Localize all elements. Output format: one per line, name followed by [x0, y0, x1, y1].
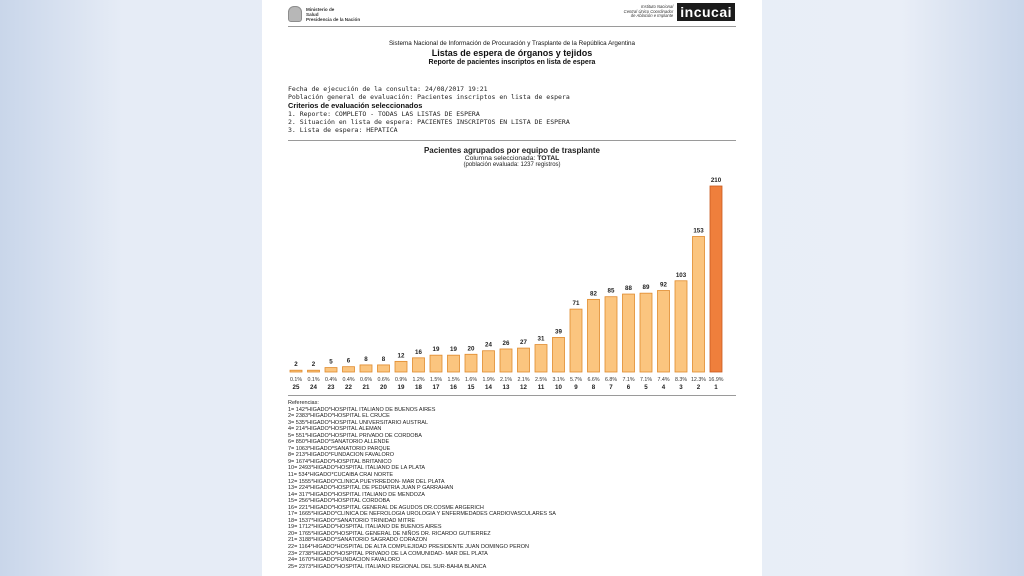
criterion-1: 1. Reporte: COMPLETO - TODAS LAS LISTAS DE ESPERA [288, 109, 480, 118]
bar-percent-label: 7.1% [639, 377, 653, 383]
x-tick-label: 21 [362, 384, 370, 391]
bar-percent-label: 7.4% [657, 377, 670, 383]
evaluation-population: Población general de evaluación: Pacientes inscriptos en lista de espera [288, 93, 570, 102]
x-tick-label: 13 [502, 384, 510, 391]
chart-title: Pacientes agrupados por equipo de trasplante [423, 146, 601, 155]
bar-value-label: 31 [537, 335, 545, 343]
x-tick-label: 18 [415, 384, 422, 391]
bar-value-label: 82 [590, 290, 597, 298]
reference-item: 12= 1555*HIGADO*CLINICA PUEYRREDON- MAR DEL PLATA [288, 478, 445, 485]
bar-percent-label: 0.1% [289, 377, 303, 383]
reference-item: 23= 2738*HIGADO*HOSPITAL PRIVADO DE LA COMUNIDAD- MAR DEL PLATA [288, 550, 488, 557]
bar-percent-label: 1.2% [412, 377, 425, 383]
chart-population-note: (población evaluada: 1237 registros) [463, 162, 561, 168]
bar [535, 345, 547, 372]
reference-item: 14= 317*HIGADO*HOSPITAL ITALIANO DE MENDOZA [288, 491, 425, 498]
ministry-name: Ministerio de Salud Presidencia de la Nación [306, 6, 361, 22]
bar-value-label: 27 [520, 339, 527, 347]
bar [693, 236, 705, 372]
x-tick-label: 3 [679, 384, 683, 391]
bar [465, 354, 477, 372]
reference-item: 24= 1670*HIGADO*FUNDACION FAVALORO [288, 557, 401, 564]
reference-item: 2= 2383*HIGADO*HOSPITAL EL CRUCE [288, 413, 390, 420]
bar-percent-label: 6.6% [587, 377, 600, 383]
x-tick-label: 5 [644, 384, 648, 391]
reference-item: 13= 224*HIGADO*HOSPITAL DE PEDIATRIA JUAN P GARRAHAN [288, 485, 454, 492]
reference-item: 10= 2493*HIGADO*HOSPITAL ITALIANO DE LA PLATA [288, 465, 426, 472]
system-title: Sistema Nacional de Información de Procuración y Trasplante de la República Argentina [388, 40, 636, 47]
criteria-title: Criterios de evaluación seleccionados [288, 100, 423, 110]
reference-item: 20= 1765*HIGADO*HOSPITAL GENERAL DE NIÑOS DR. RICARDO GUTIERREZ [288, 530, 491, 537]
bar-value-label: 210 [710, 177, 722, 184]
reference-item: 18= 1537*HIGADO*SANATORIO TRINIDAD MITRE [288, 517, 415, 524]
bar [605, 297, 617, 372]
bar [343, 367, 355, 372]
bar [448, 355, 460, 372]
bar-value-label: 19 [432, 346, 440, 354]
bar-value-label: 6 [346, 357, 351, 365]
bar [640, 293, 652, 372]
incucai-logo: incucai [677, 3, 735, 21]
reference-item: 5= 551*HIGADO*HOSPITAL PRIVADO DE CORDOBA [288, 432, 422, 439]
chart-column-line: Columna seleccionada: TOTAL [464, 155, 560, 162]
x-tick-label: 20 [380, 384, 387, 391]
bar [290, 370, 302, 372]
bar-value-label: 103 [675, 271, 687, 279]
report-page [262, 0, 762, 576]
x-tick-label: 16 [450, 384, 457, 391]
bar-value-label: 24 [485, 341, 492, 349]
x-tick-label: 1 [714, 384, 718, 391]
x-tick-label: 22 [345, 384, 352, 391]
bar-value-label: 2 [311, 361, 316, 369]
bar [570, 309, 582, 372]
bar-value-label: 16 [415, 348, 422, 356]
x-tick-label: 25 [292, 384, 300, 391]
bar-percent-label: 8.3% [674, 377, 688, 383]
bar [553, 337, 565, 372]
reference-item: 7= 1063*HIGADO*SANATORIO PARQUE [288, 445, 391, 452]
bar [360, 365, 372, 372]
reference-item: 16= 221*HIGADO*HOSPITAL GENERAL DE AGUDOS DR.COSME ARGERICH [288, 504, 484, 511]
bar-value-label: 8 [364, 355, 368, 363]
bar-percent-label: 1.5% [429, 377, 443, 383]
bar-value-label: 92 [660, 281, 667, 289]
bar-value-label: 89 [642, 284, 650, 292]
criterion-2: 2. Situación en lista de espera: PACIENTES INSCRIPTOS EN LISTA DE ESPERA [288, 118, 570, 127]
bar-percent-label: 0.6% [377, 377, 390, 383]
reference-item: 17= 1665*HIGADO*CLINICA DE NEFROLOGIA UROLOGIA Y ENFERMEDADES CARDIOVASCULARES SA [288, 511, 556, 518]
bar [518, 348, 530, 372]
bar-value-label: 88 [625, 285, 632, 293]
bar-percent-label: 2.5% [534, 377, 548, 383]
bar [308, 370, 320, 372]
x-tick-label: 24 [310, 384, 317, 391]
chart-divider [288, 395, 736, 396]
bar-percent-label: 7.1% [622, 377, 635, 383]
institute-name: Instituto Nacional Central Único Coordinador de Ablación e Implante [623, 3, 674, 19]
report-main-title: Listas de espera de órganos y tejidos [431, 48, 593, 58]
bar-percent-label: 2.1% [517, 377, 530, 383]
bar-percent-label: 6.8% [604, 377, 618, 383]
bar-value-label: 85 [607, 287, 615, 295]
bar [395, 361, 407, 372]
reference-item: 9= 1674*HIGADO*HOSPITAL BRITANICO [288, 458, 392, 465]
reference-item: 6= 850*HIGADO*SANATORIO ALLENDE [288, 439, 390, 446]
bar [483, 351, 495, 372]
bar-percent-label: 2.1% [499, 377, 513, 383]
bar-percent-label: 1.6% [464, 377, 478, 383]
reference-item: 25= 2373*HIGADO*HOSPITAL ITALIANO REGIONAL DEL SUR-BAHIA BLANCA [288, 563, 487, 570]
bar-percent-label: 5.7% [569, 377, 583, 383]
bar-percent-label: 1.5% [447, 377, 460, 383]
x-tick-label: 11 [537, 384, 545, 391]
bar-value-label: 5 [329, 358, 333, 366]
bar-percent-label: 3.1% [552, 377, 565, 383]
reference-item: 19= 1712*HIGADO*HOSPITAL ITALIANO DE BUENOS AIRES [288, 524, 442, 531]
bar [588, 299, 600, 372]
chart-column-value: TOTAL [537, 155, 560, 162]
reference-item: 1= 142*HIGADO*HOSPITAL ITALIANO DE BUENOS AIRES [288, 406, 436, 413]
x-tick-label: 15 [467, 384, 475, 391]
bar [430, 355, 442, 372]
bar-percent-label: 0.1% [307, 377, 320, 383]
x-tick-label: 6 [626, 384, 631, 391]
bar-value-label: 39 [555, 328, 562, 336]
x-tick-label: 23 [327, 384, 335, 391]
query-date: Fecha de ejecución de la consulta: 24/08/2017 19:21 [288, 85, 488, 93]
bar-percent-label: 0.4% [342, 377, 355, 383]
x-tick-label: 9 [574, 384, 578, 391]
bar-percent-label: 1.9% [482, 377, 495, 383]
x-tick-label: 12 [520, 384, 527, 391]
bar-chart [262, 0, 762, 400]
reference-item: 3= 535*HIGADO*HOSPITAL UNIVERSITARIO AUSTRAL [288, 419, 429, 426]
x-tick-label: 14 [485, 384, 492, 391]
bar-value-label: 2 [294, 361, 298, 369]
reference-item: 4= 214*HIGADO*HOSPITAL ALEMAN [288, 426, 382, 433]
bar-value-label: 26 [502, 339, 510, 347]
bar-percent-label: 0.6% [359, 377, 373, 383]
x-tick-label: 17 [432, 384, 440, 391]
bar-percent-label: 16.9% [708, 377, 724, 383]
bar [325, 368, 337, 372]
bar [710, 186, 722, 372]
bar-value-label: 12 [397, 352, 405, 360]
bar [658, 291, 670, 372]
reference-item: 15= 256*HIGADO*HOSPITAL CORDOBA [288, 498, 390, 505]
x-tick-label: 4 [661, 384, 666, 391]
x-tick-label: 10 [555, 384, 562, 391]
x-tick-label: 2 [696, 384, 701, 391]
bar-percent-label: 12.3% [690, 377, 707, 383]
reference-item: 11= 534*HIGADO*CUCAIBA CRAI NORTE [288, 472, 394, 479]
x-tick-label: 8 [591, 384, 596, 391]
bar-value-label: 20 [467, 345, 475, 353]
bar [675, 281, 687, 372]
reference-item: 21= 3188*HIGADO*SANATORIO SAGRADO CORAZON [288, 537, 428, 544]
bar [623, 294, 635, 372]
bar-value-label: 153 [693, 227, 704, 235]
bar-value-label: 19 [450, 346, 457, 354]
bar [413, 358, 425, 372]
bar [500, 349, 512, 372]
references-title: Referencias: [288, 400, 319, 406]
bar-value-label: 8 [381, 355, 386, 363]
reference-item: 22= 1164*HIGADO*HOSPITAL DE ALTA COMPLEJIDAD PRESIDENTE JUAN DOMINGO PERON [288, 544, 529, 551]
bar-value-label: 71 [572, 300, 580, 308]
references-list [288, 400, 556, 570]
reference-item: 8= 213*HIGADO*FUNDACION FAVALORO [288, 452, 395, 459]
bar-percent-label: 0.4% [324, 377, 338, 383]
report-subtitle: Reporte de pacientes inscriptos en lista de espera [428, 59, 596, 66]
bar [378, 365, 390, 372]
x-tick-label: 7 [609, 384, 613, 391]
x-tick-label: 19 [397, 384, 405, 391]
criterion-3: 3. Lista de espera: HEPATICA [288, 126, 398, 135]
bar-percent-label: 0.9% [394, 377, 408, 383]
